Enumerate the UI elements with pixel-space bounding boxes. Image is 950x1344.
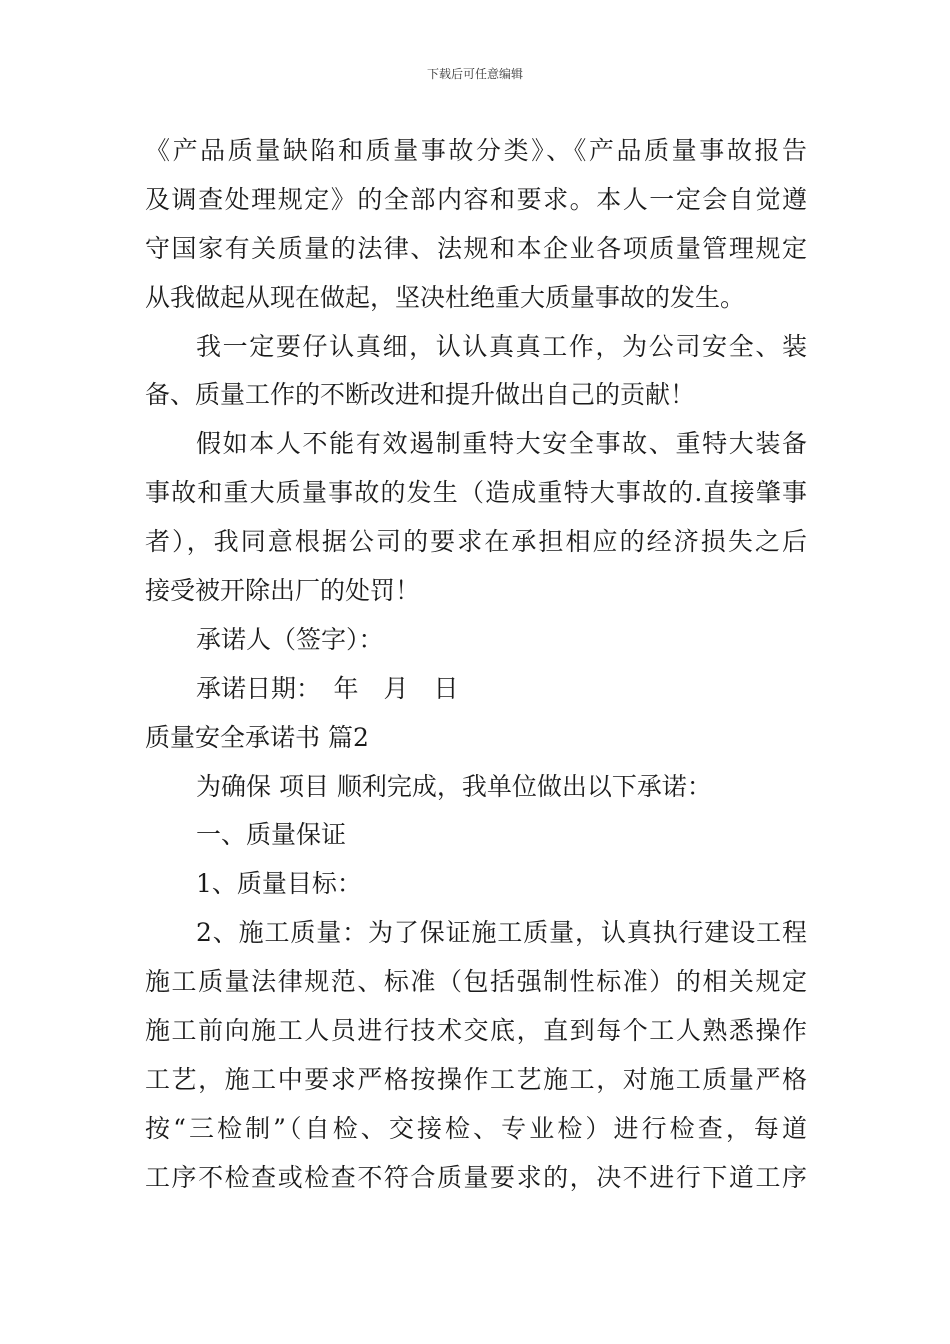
text-line: 按“三检制”（自检、交接检、专业检）进行检查，每道 <box>145 1113 807 1143</box>
paragraph-first-line: 我一定要仔认真细，认认真真工作，为公司安全、装 <box>196 331 807 361</box>
document-body <box>145 127 807 1203</box>
text-line: 《产品质量缺陷和质量事故分类》、《产品质量事故报告 <box>145 136 807 165</box>
text-line: 工艺，施工中要求严格按操作工艺施工，对施工质量严格 <box>145 1064 807 1094</box>
text-line: 事故和重大质量事故的发生（造成重特大事故的.直接肇事 <box>145 478 807 508</box>
signature-line: 承诺人（签字）： <box>196 624 384 654</box>
text-line: 守国家有关质量的法律、法规和本企业各项质量管理规定 <box>145 233 807 263</box>
text-line: 者），我同意根据公司的要求在承担相应的经济损失之后 <box>145 527 807 557</box>
paragraph-first-line: 为确保 项目 顺利完成，我单位做出以下承诺： <box>196 771 712 801</box>
paragraph-first-line: 假如本人不能有效遏制重特大安全事故、重特大装备 <box>196 429 807 459</box>
page-header-note: 下载后可任意编辑 <box>426 67 523 81</box>
list-item: 1、质量目标： <box>196 869 362 899</box>
text-line: 接受被开除出厂的处罚！ <box>145 576 421 606</box>
text-line: 及调查处理规定》的全部内容和要求。本人一定会自觉遵 <box>145 184 807 214</box>
date-line: 承诺日期： 年 月 日 <box>196 673 459 703</box>
section-title: 质量安全承诺书 篇2 <box>145 722 369 752</box>
text-line: 工序不检查或检查不符合质量要求的，决不进行下道工序 <box>145 1162 807 1192</box>
section-heading: 一、质量保证 <box>196 820 347 850</box>
paragraph-first-line: 2、施工质量：为了保证施工质量，认真执行建设工程 <box>196 918 807 948</box>
text-line: 施工质量法律规范、标准（包括强制性标准）的相关规定 <box>145 967 807 997</box>
text-line: 从我做起从现在做起，坚决杜绝重大质量事故的发生。 <box>145 282 746 312</box>
text-line: 施工前向施工人员进行技术交底，直到每个工人熟悉操作 <box>145 1016 807 1046</box>
text-line: 备、质量工作的不断改进和提升做出自己的贡献！ <box>145 380 696 410</box>
